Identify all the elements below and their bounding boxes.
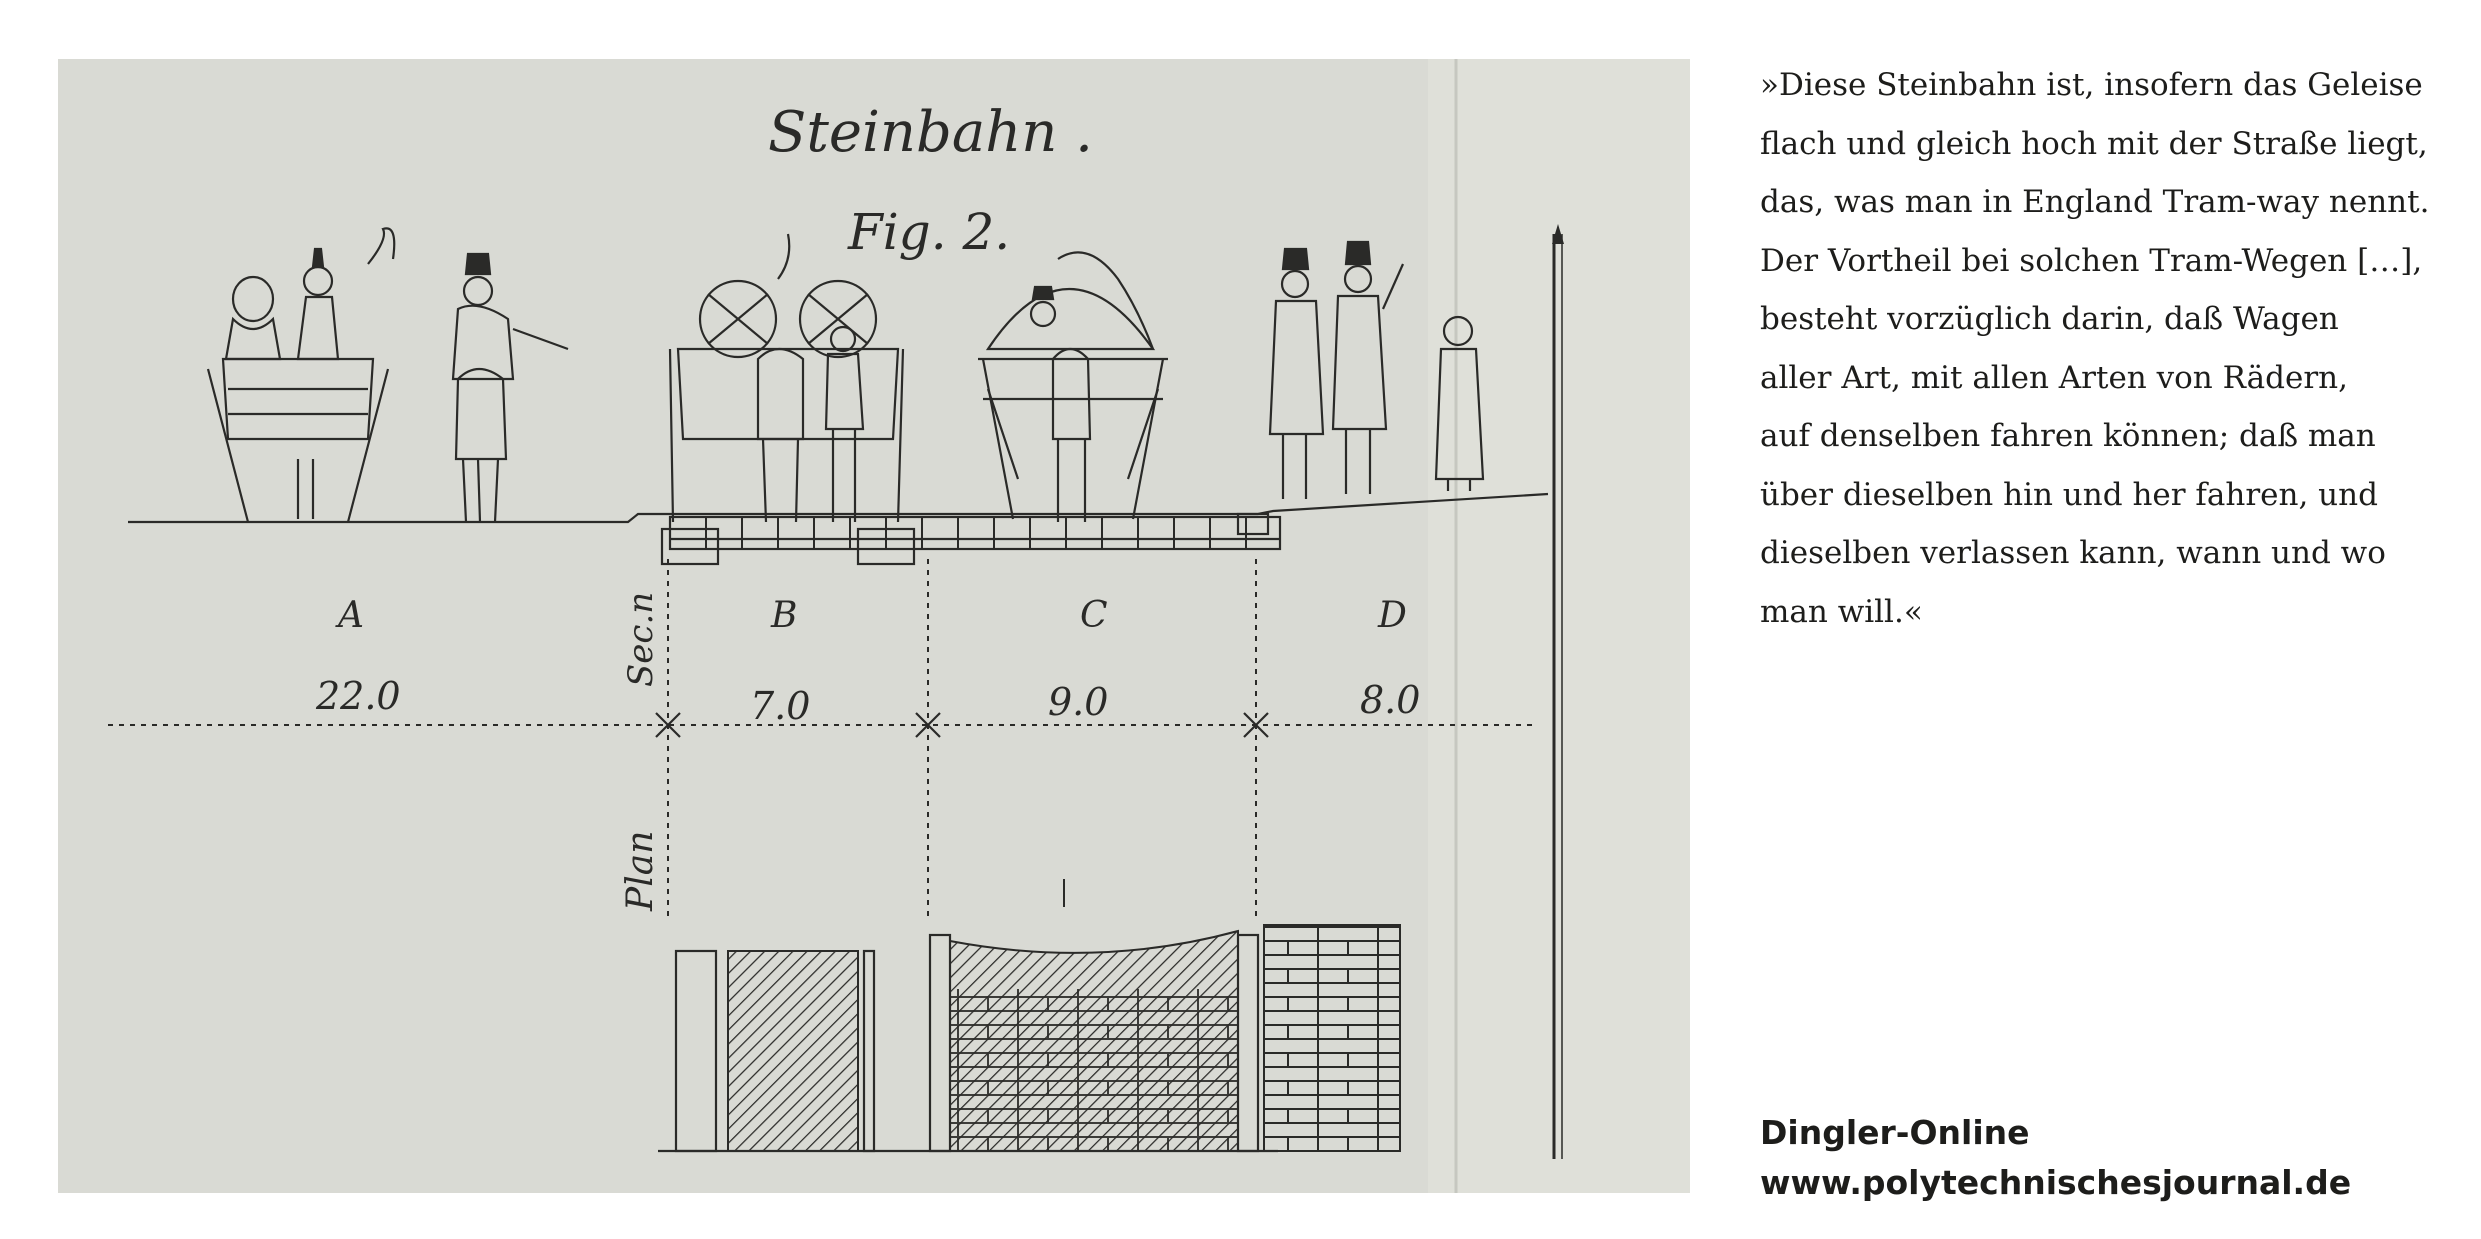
- plan-view: [658, 925, 1400, 1151]
- steinbahn-engraving: [58, 59, 1690, 1193]
- credit-block: [1760, 1108, 2351, 1208]
- quote-text: [1760, 56, 2450, 641]
- section-d-width: 8.0: [1360, 678, 1421, 722]
- plate-title: Steinbahn .: [768, 100, 1093, 165]
- section-c-letter: C: [1080, 595, 1108, 636]
- figure-label: Fig. 2.: [848, 203, 1011, 261]
- road-section-blocks: [662, 514, 1280, 564]
- quote-line: man will.«: [1760, 593, 1923, 630]
- section-c-width: 9.0: [1048, 680, 1109, 724]
- rider-figure: [453, 254, 568, 522]
- quote-line: besteht vorzüglich darin, daß Wagen: [1760, 301, 2339, 337]
- plan-label: Plan: [620, 830, 661, 911]
- covered-wagon: [978, 252, 1168, 522]
- cart-with-horse: [670, 234, 903, 522]
- quote-line: dieselben verlassen kann, wann und wo: [1760, 535, 2386, 571]
- quote-line: flach und gleich hoch mit der Straße liegt,: [1760, 125, 2428, 162]
- quote-line: Der Vortheil bei solchen Tram-Wegen […],: [1760, 242, 2423, 279]
- credit-name: Dingler-Online: [1760, 1113, 2030, 1152]
- section-a-width: 22.0: [316, 674, 401, 718]
- quote-line: das, was man in England Tram-way nennt.: [1760, 184, 2430, 220]
- section-label: Sec.n: [621, 591, 661, 687]
- credit-url[interactable]: www.polytechnischesjournal.de: [1760, 1163, 2352, 1202]
- quote-line: über dieselben hin und her fahren, und: [1760, 476, 2378, 513]
- quote-line: aller Art, mit allen Arten von Rädern,: [1760, 359, 2348, 396]
- quote-line: »Diese Steinbahn ist, insofern das Geleise: [1760, 67, 2423, 103]
- carriage-figure: [208, 228, 394, 522]
- quote-line: auf denselben fahren können; daß man: [1760, 418, 2376, 454]
- section-b-width: 7.0: [750, 684, 811, 728]
- section-b-letter: B: [771, 595, 798, 636]
- section-a-letter: A: [338, 595, 364, 636]
- section-d-letter: D: [1378, 595, 1407, 636]
- engraving-plate: [58, 59, 1690, 1193]
